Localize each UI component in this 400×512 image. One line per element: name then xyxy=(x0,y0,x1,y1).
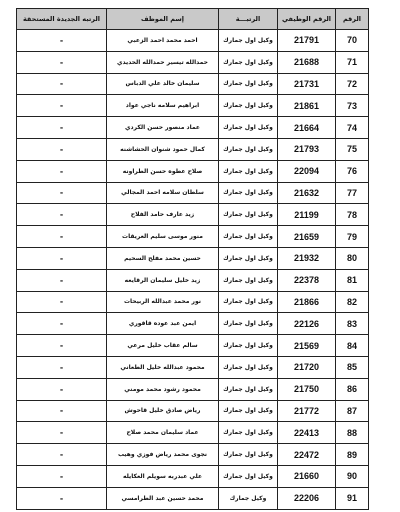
cell-employee-number: 22413 xyxy=(278,422,336,444)
cell-employee-number: 21793 xyxy=(278,138,336,160)
cell-index: 72 xyxy=(336,73,369,95)
cell-employee-name: ابراهيم سلامه ناجي عواد xyxy=(107,95,219,117)
cell-new-rank: - xyxy=(17,204,107,226)
cell-employee-name: ايمن عبد عوده قاقوري xyxy=(107,313,219,335)
cell-index: 86 xyxy=(336,378,369,400)
cell-new-rank: - xyxy=(17,422,107,444)
cell-employee-name: حمدالله تيسير حمدالله الحديدي xyxy=(107,51,219,73)
cell-employee-name: محمود رشود محمد مومني xyxy=(107,378,219,400)
cell-employee-number: 22206 xyxy=(278,487,336,509)
cell-new-rank: - xyxy=(17,313,107,335)
cell-employee-number: 21866 xyxy=(278,291,336,313)
cell-employee-number: 21731 xyxy=(278,73,336,95)
cell-new-rank: - xyxy=(17,226,107,248)
cell-employee-number: 21660 xyxy=(278,465,336,487)
header-employee-name: إسم الموظف xyxy=(107,9,219,30)
table-row xyxy=(17,422,369,444)
cell-rank: وكيل اول جمارك xyxy=(219,422,278,444)
cell-rank: وكيل اول جمارك xyxy=(219,138,278,160)
table-row xyxy=(17,487,369,509)
table-row xyxy=(17,313,369,335)
cell-employee-name: سلطان سلامه احمد المجالي xyxy=(107,182,219,204)
header-new-rank: الرتبه الجديدة المستحقة xyxy=(17,9,107,30)
cell-employee-name: سالم عقاب خليل مرعي xyxy=(107,335,219,357)
cell-index: 71 xyxy=(336,51,369,73)
cell-index: 90 xyxy=(336,465,369,487)
cell-employee-name: كمال حمود شنوان الحشاشنه xyxy=(107,138,219,160)
cell-rank: وكيل اول جمارك xyxy=(219,160,278,182)
cell-rank: وكيل اول جمارك xyxy=(219,444,278,466)
cell-employee-name: نور محمد عبدالله الربيحات xyxy=(107,291,219,313)
cell-employee-name: رياض صادق خليل قاحوش xyxy=(107,400,219,422)
table-body xyxy=(17,30,369,510)
cell-index: 77 xyxy=(336,182,369,204)
cell-index: 91 xyxy=(336,487,369,509)
cell-new-rank: - xyxy=(17,73,107,95)
cell-employee-name: محمود عبدالله خليل الطعاني xyxy=(107,356,219,378)
table-row xyxy=(17,444,369,466)
cell-new-rank: - xyxy=(17,356,107,378)
table-row xyxy=(17,335,369,357)
cell-employee-name: عماد منصور حسن الكردي xyxy=(107,117,219,139)
table-row xyxy=(17,269,369,291)
cell-employee-number: 21199 xyxy=(278,204,336,226)
cell-employee-number: 21664 xyxy=(278,117,336,139)
cell-rank: وكيل اول جمارك xyxy=(219,51,278,73)
header-employee-number: الرقم الوظيفي xyxy=(278,9,336,30)
cell-new-rank: - xyxy=(17,95,107,117)
table-row xyxy=(17,465,369,487)
table-row xyxy=(17,204,369,226)
table-row xyxy=(17,247,369,269)
cell-new-rank: - xyxy=(17,30,107,52)
table-row xyxy=(17,291,369,313)
cell-employee-number: 22378 xyxy=(278,269,336,291)
cell-employee-name: حسين محمد مفلح السحيم xyxy=(107,247,219,269)
cell-rank: وكيل اول جمارك xyxy=(219,335,278,357)
employee-table xyxy=(16,8,369,510)
cell-new-rank: - xyxy=(17,465,107,487)
header-index: الرقم xyxy=(336,9,369,30)
cell-index: 82 xyxy=(336,291,369,313)
cell-index: 87 xyxy=(336,400,369,422)
cell-employee-name: زيد عارف حامد الفلاح xyxy=(107,204,219,226)
cell-index: 75 xyxy=(336,138,369,160)
cell-index: 78 xyxy=(336,204,369,226)
cell-rank: وكيل اول جمارك xyxy=(219,465,278,487)
cell-new-rank: - xyxy=(17,182,107,204)
table-row xyxy=(17,400,369,422)
cell-rank: وكيل اول جمارك xyxy=(219,269,278,291)
table-row xyxy=(17,30,369,52)
cell-index: 88 xyxy=(336,422,369,444)
cell-employee-number: 21569 xyxy=(278,335,336,357)
cell-employee-name: صلاح عطوه حسن الطراونه xyxy=(107,160,219,182)
cell-employee-number: 21659 xyxy=(278,226,336,248)
cell-rank: وكيل اول جمارك xyxy=(219,95,278,117)
table-row xyxy=(17,138,369,160)
cell-rank: وكيل اول جمارك xyxy=(219,73,278,95)
cell-rank: وكيل اول جمارك xyxy=(219,30,278,52)
cell-new-rank: - xyxy=(17,117,107,139)
table-row xyxy=(17,51,369,73)
cell-employee-name: علي عبدربه سويلم العكايله xyxy=(107,465,219,487)
cell-new-rank: - xyxy=(17,400,107,422)
cell-employee-number: 21861 xyxy=(278,95,336,117)
cell-employee-number: 21688 xyxy=(278,51,336,73)
cell-employee-number: 22472 xyxy=(278,444,336,466)
cell-employee-name: زيد خليل سليمان الرقايعه xyxy=(107,269,219,291)
cell-new-rank: - xyxy=(17,487,107,509)
cell-employee-name: نجوى محمد رياض فوزي وهيب xyxy=(107,444,219,466)
cell-rank: وكيل اول جمارك xyxy=(219,247,278,269)
cell-employee-number: 22126 xyxy=(278,313,336,335)
table-row xyxy=(17,73,369,95)
cell-rank: وكيل اول جمارك xyxy=(219,226,278,248)
table-row xyxy=(17,117,369,139)
cell-employee-number: 21750 xyxy=(278,378,336,400)
cell-rank: وكيل اول جمارك xyxy=(219,356,278,378)
table-row xyxy=(17,95,369,117)
cell-new-rank: - xyxy=(17,138,107,160)
cell-new-rank: - xyxy=(17,247,107,269)
cell-employee-number: 22094 xyxy=(278,160,336,182)
cell-rank: وكيل اول جمارك xyxy=(219,182,278,204)
cell-employee-number: 21632 xyxy=(278,182,336,204)
cell-employee-number: 21720 xyxy=(278,356,336,378)
cell-new-rank: - xyxy=(17,378,107,400)
cell-new-rank: - xyxy=(17,269,107,291)
cell-index: 89 xyxy=(336,444,369,466)
cell-employee-name: احمد محمد احمد الزعبي xyxy=(107,30,219,52)
cell-index: 81 xyxy=(336,269,369,291)
cell-employee-number: 21932 xyxy=(278,247,336,269)
cell-employee-name: محمد حسين عبد الطرامسي xyxy=(107,487,219,509)
cell-employee-name: منور موسى سليم العريقات xyxy=(107,226,219,248)
cell-index: 80 xyxy=(336,247,369,269)
cell-index: 79 xyxy=(336,226,369,248)
cell-rank: وكيل اول جمارك xyxy=(219,117,278,139)
cell-new-rank: - xyxy=(17,291,107,313)
table-row xyxy=(17,182,369,204)
table-header-row xyxy=(17,9,369,30)
cell-new-rank: - xyxy=(17,335,107,357)
cell-new-rank: - xyxy=(17,444,107,466)
cell-rank: وكيل اول جمارك xyxy=(219,378,278,400)
table-row xyxy=(17,356,369,378)
cell-index: 85 xyxy=(336,356,369,378)
cell-index: 83 xyxy=(336,313,369,335)
cell-index: 74 xyxy=(336,117,369,139)
table-row xyxy=(17,160,369,182)
cell-employee-name: سليمان خالد علي الدباس xyxy=(107,73,219,95)
cell-new-rank: - xyxy=(17,160,107,182)
table-row xyxy=(17,378,369,400)
cell-rank: وكيل اول جمارك xyxy=(219,204,278,226)
cell-rank: وكيل جمارك xyxy=(219,487,278,509)
cell-employee-name: عماد سليمان محمد صلاح xyxy=(107,422,219,444)
cell-index: 70 xyxy=(336,30,369,52)
cell-employee-number: 21791 xyxy=(278,30,336,52)
cell-rank: وكيل اول جمارك xyxy=(219,400,278,422)
cell-index: 84 xyxy=(336,335,369,357)
cell-rank: وكيل اول جمارك xyxy=(219,291,278,313)
cell-index: 73 xyxy=(336,95,369,117)
cell-employee-number: 21772 xyxy=(278,400,336,422)
header-rank: الرتبـــة xyxy=(219,9,278,30)
cell-rank: وكيل اول جمارك xyxy=(219,313,278,335)
cell-index: 76 xyxy=(336,160,369,182)
table-row xyxy=(17,226,369,248)
cell-new-rank: - xyxy=(17,51,107,73)
